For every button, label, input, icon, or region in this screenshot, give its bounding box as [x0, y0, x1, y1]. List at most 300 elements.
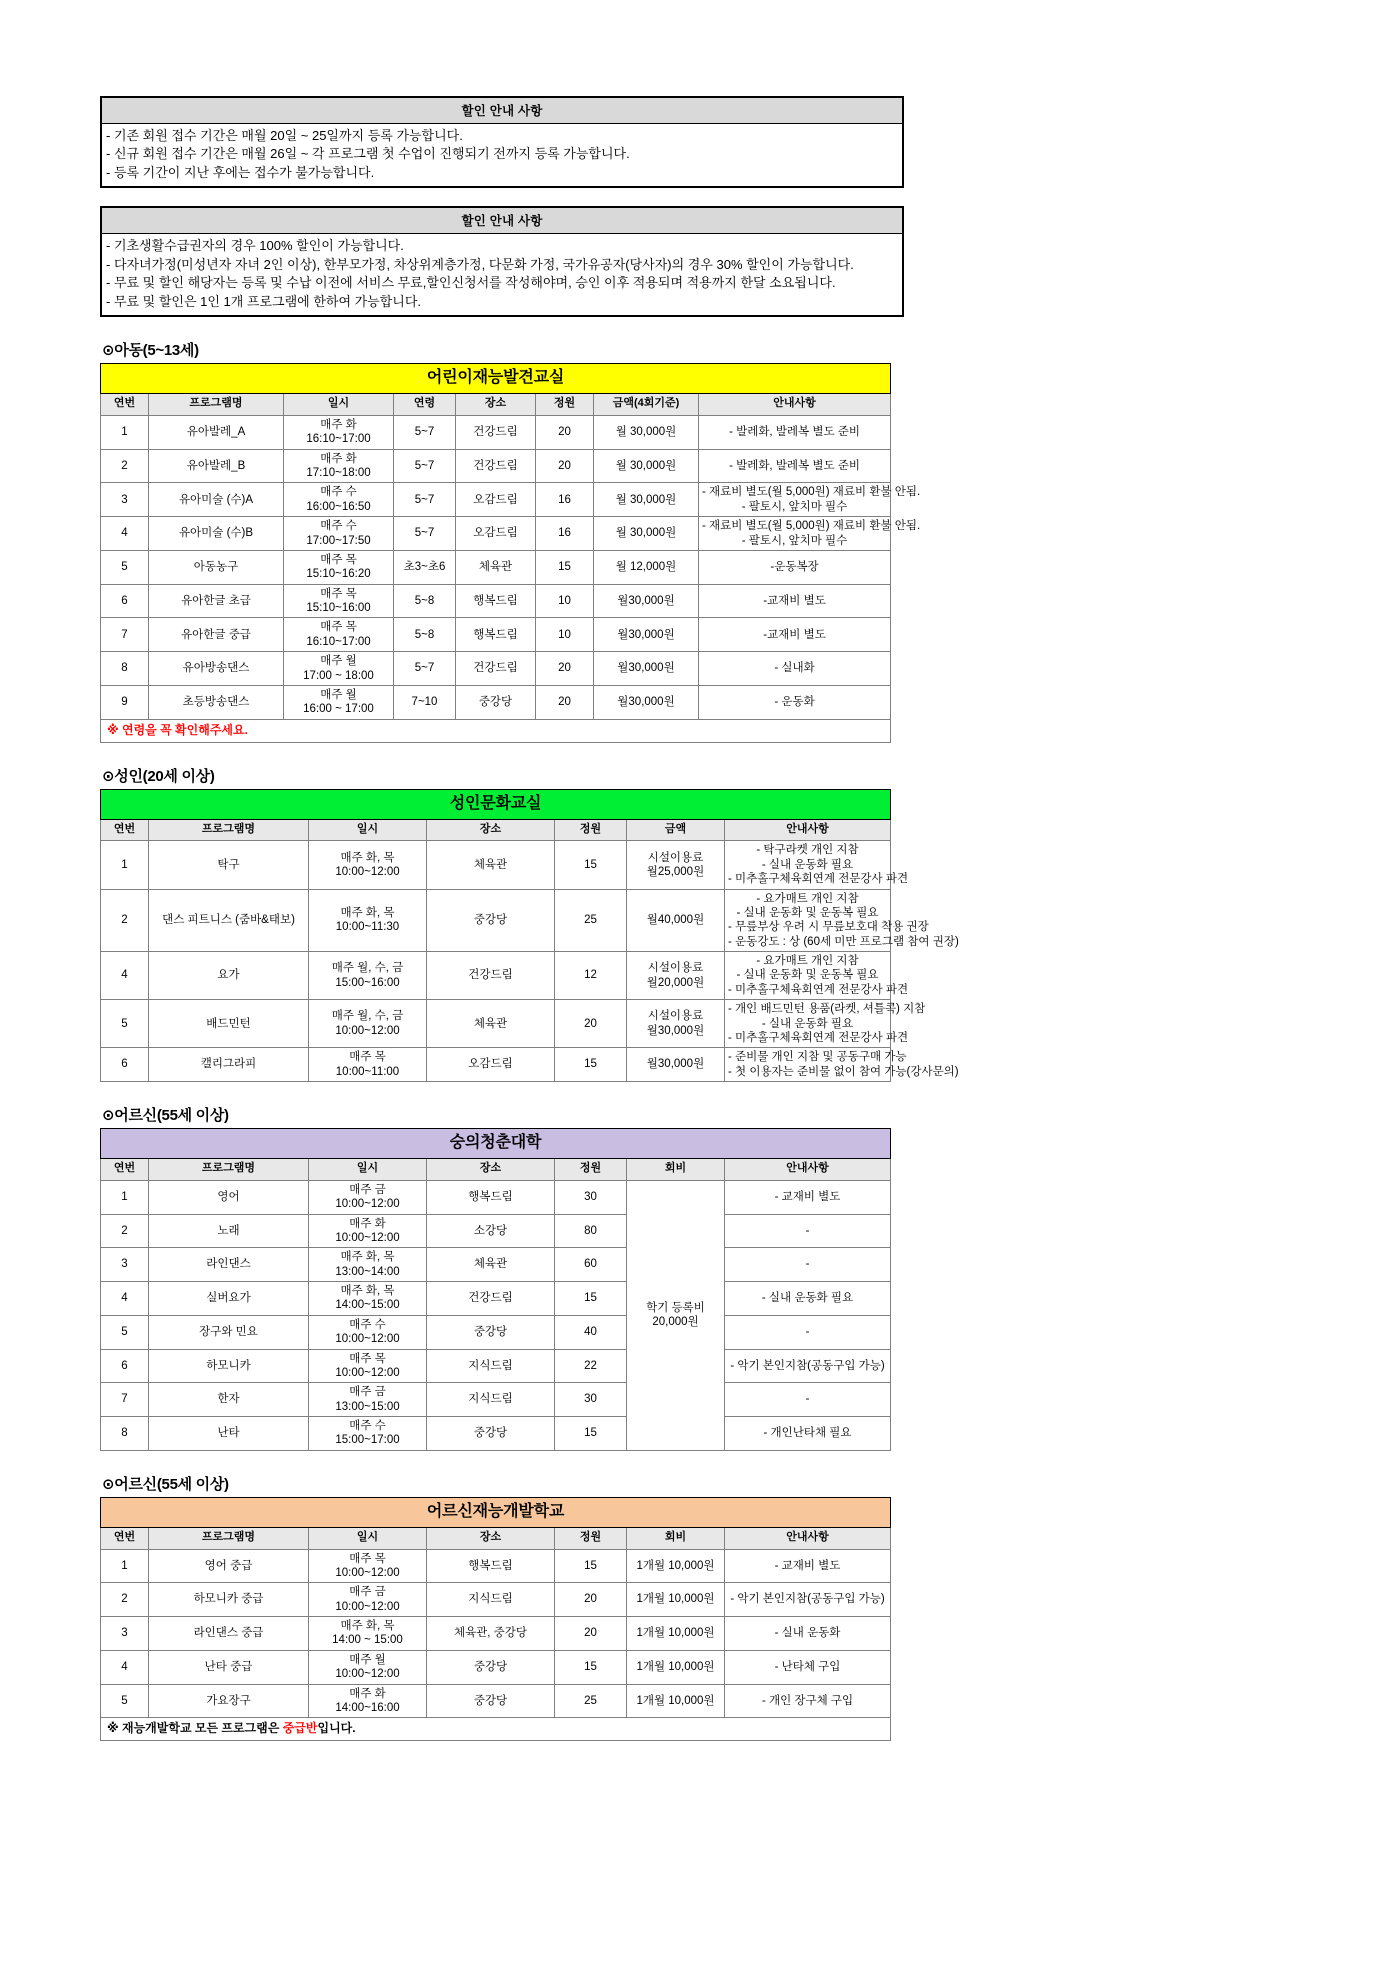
col-header-fee: 회비	[627, 1527, 725, 1549]
schedule-time: 10:00~12:00	[335, 1600, 400, 1613]
schedule-time: 10:00~12:00	[335, 1566, 400, 1579]
table-row	[101, 889, 891, 952]
cell-schedule	[284, 584, 394, 618]
cell-no: 4	[101, 517, 149, 551]
cell-notes	[725, 1315, 891, 1349]
schedule-time: 10:00~12:00	[335, 865, 400, 878]
cell-capacity: 10	[536, 584, 594, 618]
schedule-day: 매주 목	[349, 1552, 386, 1565]
note-line: - 난타체 구입	[774, 1660, 841, 1673]
col-header-schedule: 일시	[284, 394, 394, 416]
cell-fee: 1개월 10,000원	[627, 1549, 725, 1583]
schedule-day: 매주 화	[320, 452, 357, 465]
table-body-senior-college	[101, 1180, 891, 1450]
cell-notes	[725, 1383, 891, 1417]
col-header-no: 연번	[101, 1159, 149, 1181]
schedule-day: 매주 수	[349, 1420, 386, 1433]
notice-line: - 기존 회원 접수 기간은 매월 20일 ~ 25일까지 등록 가능합니다.	[106, 128, 463, 143]
cell-schedule	[284, 415, 394, 449]
cell-capacity: 20	[536, 652, 594, 686]
cell-notes	[725, 1214, 891, 1248]
cell-capacity: 22	[555, 1349, 627, 1383]
note-line: - 개인 배드민턴 용품(라켓, 셔틀콕) 지참	[728, 1003, 926, 1016]
cell-no: 5	[101, 550, 149, 584]
schedule-time: 14:00~15:00	[335, 1299, 400, 1312]
table-adult	[100, 789, 959, 1082]
fee-line: 월25,000원	[646, 865, 705, 878]
schedule-time: 13:00~15:00	[335, 1400, 400, 1413]
cell-schedule	[284, 550, 394, 584]
cell-age: 5~7	[394, 517, 456, 551]
notice-body	[102, 234, 902, 315]
cell-schedule	[309, 1549, 427, 1583]
col-header-place: 장소	[456, 394, 536, 416]
cell-capacity: 80	[555, 1214, 627, 1248]
cell-fee	[627, 889, 725, 952]
note-line: - 실내 운동화 필요	[761, 1017, 854, 1030]
cell-capacity: 25	[555, 1684, 627, 1718]
note-line: - 무릎부상 우려 시 무릎보호대 착용 권장	[728, 921, 929, 934]
cell-place: 건강드림	[427, 952, 555, 1000]
cell-place: 체육관	[456, 550, 536, 584]
note-line: - 첫 이용자는 준비물 없이 참여 가능(강사문의)	[728, 1065, 959, 1078]
cell-place: 행복드림	[456, 584, 536, 618]
cell-notes	[725, 1048, 959, 1082]
note-line: - 실내 운동화 및 운동복 필요	[736, 969, 879, 982]
table-header-row	[101, 819, 891, 841]
table-body-children	[101, 415, 921, 719]
cell-notes	[699, 483, 921, 517]
note-line: - 실내 운동화 및 운동복 필요	[736, 906, 879, 919]
cell-notes	[725, 1417, 891, 1451]
cell-program: 라인댄스	[149, 1248, 309, 1282]
fee-line: 월30,000원	[646, 1024, 705, 1037]
schedule-time: 17:00 ~ 18:00	[303, 669, 374, 682]
cell-place: 체육관	[427, 841, 555, 889]
note-line: - 팔토시, 앞치마 필수	[741, 500, 848, 513]
col-header-no: 연번	[101, 1527, 149, 1549]
cell-notes	[725, 1180, 891, 1214]
table-row	[101, 1549, 891, 1583]
cell-program: 캘리그라피	[149, 1048, 309, 1082]
note-line: - 악기 본인지참(공동구입 가능)	[730, 1593, 885, 1606]
schedule-time: 10:00~12:00	[335, 1198, 400, 1211]
cell-fee: 1개월 10,000원	[627, 1684, 725, 1718]
cell-schedule	[309, 1684, 427, 1718]
schedule-day: 매주 화, 목	[340, 851, 395, 864]
table-senior-college	[100, 1128, 891, 1451]
cell-capacity: 12	[555, 952, 627, 1000]
cell-program: 유아한글 중급	[149, 618, 284, 652]
col-header-capacity: 정원	[536, 394, 594, 416]
note-line: - 재료비 별도(월 5,000원) 재료비 환불 안됨.	[702, 520, 921, 533]
cell-schedule	[309, 1617, 427, 1651]
cell-schedule	[309, 1282, 427, 1316]
table-row	[101, 415, 891, 449]
footnote-pre: ※ 재능개발학교 모든 프로그램은	[107, 1721, 283, 1736]
cell-place: 오감드림	[427, 1048, 555, 1082]
cell-notes	[699, 584, 891, 618]
schedule-day: 매주 월	[320, 688, 357, 701]
cell-place: 중강당	[427, 889, 555, 952]
schedule-day: 매주 목	[349, 1051, 386, 1064]
cell-age: 5~8	[394, 618, 456, 652]
cell-program: 아동농구	[149, 550, 284, 584]
cell-program: 가요장구	[149, 1684, 309, 1718]
cell-notes	[699, 618, 891, 652]
table-senior-talent	[100, 1497, 891, 1742]
schedule-day: 매주 수	[320, 486, 357, 499]
cell-schedule	[284, 483, 394, 517]
cell-place: 행복드림	[456, 618, 536, 652]
cell-program: 초등방송댄스	[149, 685, 284, 719]
cell-notes	[725, 1349, 891, 1383]
table-row	[101, 1349, 891, 1383]
cell-program: 유아방송댄스	[149, 652, 284, 686]
table-body-adult	[101, 841, 959, 1082]
cell-notes	[725, 1549, 891, 1583]
cell-place: 중강당	[427, 1315, 555, 1349]
notice-line: - 무료 및 할인은 1인 1개 프로그램에 한하여 가능합니다.	[106, 293, 422, 309]
cell-notes	[725, 952, 909, 1000]
note-line: - 개인 장구체 구입	[761, 1694, 854, 1707]
cell-place: 중강당	[427, 1684, 555, 1718]
cell-place: 중강당	[427, 1650, 555, 1684]
schedule-day: 매주 화, 목	[340, 906, 395, 919]
col-header-capacity: 정원	[555, 819, 627, 841]
note-line: - 요가매트 개인 지참	[756, 892, 859, 905]
schedule-time: 14:00~16:00	[335, 1701, 400, 1714]
cell-schedule	[309, 1214, 427, 1248]
cell-capacity: 60	[555, 1248, 627, 1282]
cell-no: 5	[101, 1000, 149, 1048]
cell-capacity: 25	[555, 889, 627, 952]
cell-place: 지식드림	[427, 1349, 555, 1383]
cell-capacity: 15	[555, 841, 627, 889]
schedule-day: 매주 금	[349, 1586, 386, 1599]
cell-capacity: 40	[555, 1315, 627, 1349]
col-header-age: 연령	[394, 394, 456, 416]
cell-program: 유아한글 초급	[149, 584, 284, 618]
cell-no: 6	[101, 584, 149, 618]
cell-program: 난타	[149, 1417, 309, 1451]
cell-fee	[627, 841, 725, 889]
schedule-time: 15:10~16:20	[306, 568, 371, 581]
cell-notes	[725, 1650, 891, 1684]
cell-fee	[627, 1000, 725, 1048]
note-line: -운동복장	[770, 561, 819, 574]
notice-body	[102, 124, 902, 186]
cell-age: 5~7	[394, 449, 456, 483]
cell-place: 체육관, 중강당	[427, 1617, 555, 1651]
cell-capacity: 15	[555, 1282, 627, 1316]
notice-title: 할인 안내 사항	[102, 98, 902, 124]
cell-no: 2	[101, 449, 149, 483]
note-line: - 준비물 개인 지참 및 공동구매 가능	[728, 1051, 907, 1064]
cell-no: 1	[101, 1549, 149, 1583]
cell-program: 유아미술 (수)A	[149, 483, 284, 517]
cell-notes	[699, 652, 891, 686]
note-line: -	[805, 1393, 810, 1406]
note-line: - 미추홀구체육회연계 전문강사 파견	[728, 873, 909, 886]
schedule-time: 10:00~11:00	[335, 1065, 400, 1078]
table-row	[101, 1180, 891, 1214]
cell-program: 노래	[149, 1214, 309, 1248]
schedule-day: 매주 화, 목	[340, 1251, 395, 1264]
schedule-time: 16:00 ~ 17:00	[303, 703, 374, 716]
table-row	[101, 517, 891, 551]
table-row	[101, 1315, 891, 1349]
cell-capacity: 16	[536, 483, 594, 517]
cell-notes	[725, 1684, 891, 1718]
col-header-schedule: 일시	[309, 1527, 427, 1549]
cell-capacity: 16	[536, 517, 594, 551]
note-line: - 팔토시, 앞치마 필수	[741, 534, 848, 547]
table-row	[101, 1214, 891, 1248]
cell-notes	[725, 1583, 891, 1617]
cell-notes	[699, 517, 921, 551]
cell-no: 2	[101, 889, 149, 952]
cell-fee: 1개월 10,000원	[627, 1650, 725, 1684]
cell-fee: 월 30,000원	[594, 449, 699, 483]
note-line: - 실내 운동화	[774, 1627, 841, 1640]
cell-program: 장구와 민요	[149, 1315, 309, 1349]
table-banner: 어린이재능발견교실	[101, 364, 891, 394]
schedule-time: 10:00~12:00	[335, 1668, 400, 1681]
fee-line: 시설이용료	[647, 1010, 704, 1023]
cell-program: 유아발레_A	[149, 415, 284, 449]
cell-capacity: 10	[536, 618, 594, 652]
cell-notes	[699, 685, 891, 719]
cell-no: 6	[101, 1048, 149, 1082]
footnote-post: 입니다.	[317, 1721, 356, 1736]
cell-notes	[725, 841, 909, 889]
table-children	[100, 363, 921, 743]
cell-age: 5~8	[394, 584, 456, 618]
schedule-day: 매주 목	[320, 587, 357, 600]
schedule-time: 14:00 ~ 15:00	[332, 1634, 403, 1647]
schedule-time: 10:00~12:00	[335, 1231, 400, 1244]
note-line: - 미추홀구체육회연계 전문강사 파견	[728, 983, 909, 996]
notice-line: - 무료 및 할인 해당자는 등록 및 수납 이전에 서비스 무료,할인신청서를 작성해야며, 승인 이후 적용되며 적용까지 한달 소요됩니다.	[106, 275, 836, 291]
cell-fee	[627, 952, 725, 1000]
fee-line: 시설이용료	[647, 962, 704, 975]
footnote-level-note	[101, 1718, 891, 1741]
table-footnote-row	[101, 719, 891, 742]
notice-line: - 다자녀가정(미성년자 자녀 2인 이상), 한부모가정, 차상위계층가정, 다문화 가정, 국가유공자(당사자)의 경우 30% 할인이 가능합니다.	[106, 256, 854, 272]
cell-fee: 월 30,000원	[594, 483, 699, 517]
col-header-program: 프로그램명	[149, 1159, 309, 1181]
section-caption-senior-talent: ⊙어르신(55세 이상)	[102, 1475, 229, 1493]
table-row	[101, 652, 891, 686]
cell-schedule	[309, 1000, 427, 1048]
note-line: - 발레화, 발레복 별도 준비	[729, 459, 860, 472]
note-line: -	[805, 1224, 810, 1237]
note-line: - 재료비 별도(월 5,000원) 재료비 환불 안됨.	[702, 486, 921, 499]
cell-schedule	[309, 1349, 427, 1383]
cell-place: 지식드림	[427, 1383, 555, 1417]
schedule-day: 매주 화	[320, 418, 357, 431]
col-header-notes: 안내사항	[725, 1527, 891, 1549]
table-row	[101, 1000, 891, 1048]
cell-fee: 월30,000원	[594, 618, 699, 652]
cell-place: 지식드림	[427, 1583, 555, 1617]
table-banner-row	[101, 364, 891, 394]
cell-place: 오감드림	[456, 483, 536, 517]
cell-fee: 월30,000원	[594, 685, 699, 719]
notice-title: 할인 안내 사항	[102, 208, 902, 234]
cell-no: 3	[101, 483, 149, 517]
cell-no: 6	[101, 1349, 149, 1383]
schedule-time: 15:00~17:00	[335, 1434, 400, 1447]
cell-capacity: 15	[555, 1549, 627, 1583]
table-banner: 성인문화교실	[101, 789, 891, 819]
cell-program: 난타 중급	[149, 1650, 309, 1684]
cell-schedule	[309, 1180, 427, 1214]
cell-schedule	[309, 1248, 427, 1282]
schedule-day: 매주 목	[320, 621, 357, 634]
cell-capacity: 30	[555, 1383, 627, 1417]
schedule-time: 10:00~12:00	[335, 1333, 400, 1346]
table-row	[101, 1282, 891, 1316]
cell-notes	[725, 1000, 926, 1048]
cell-age: 초3~초6	[394, 550, 456, 584]
col-header-fee: 금액	[627, 819, 725, 841]
col-header-program: 프로그램명	[149, 1527, 309, 1549]
col-header-no: 연번	[101, 819, 149, 841]
notice-line: - 기초생활수급권자의 경우 100% 할인이 가능합니다.	[106, 238, 404, 254]
notice-line: - 신규 회원 접수 기간은 매월 26일 ~ 각 프로그램 첫 수업이 진행되기 전까지 등록 가능합니다.	[106, 146, 630, 162]
notice-box-discount	[100, 206, 904, 317]
section-caption-children: ⊙아동(5~13세)	[102, 342, 199, 360]
cell-fee	[627, 1048, 725, 1082]
table-row	[101, 1583, 891, 1617]
cell-schedule	[309, 1383, 427, 1417]
schedule-day: 매주 수	[349, 1318, 386, 1331]
schedule-time: 13:00~14:00	[335, 1265, 400, 1278]
cell-capacity: 15	[555, 1417, 627, 1451]
cell-no: 4	[101, 1282, 149, 1316]
table-banner: 어르신재능개발학교	[101, 1497, 891, 1527]
schedule-day: 매주 수	[320, 520, 357, 533]
cell-program: 라인댄스 중급	[149, 1617, 309, 1651]
notice-box-registration	[100, 96, 904, 188]
cell-place: 건강드림	[456, 449, 536, 483]
cell-notes	[725, 1248, 891, 1282]
table-row	[101, 1048, 891, 1082]
col-header-notes: 안내사항	[725, 1159, 891, 1181]
notice-line: - 등록 기간이 지난 후에는 접수가 불가능합니다.	[106, 164, 375, 180]
cell-schedule	[309, 1417, 427, 1451]
cell-schedule	[309, 1048, 427, 1082]
cell-capacity: 15	[555, 1048, 627, 1082]
note-line: -교재비 별도	[763, 628, 826, 641]
cell-program: 한자	[149, 1383, 309, 1417]
cell-notes	[699, 550, 891, 584]
schedule-day: 매주 월	[349, 1653, 386, 1666]
schedule-time: 10:00~11:30	[335, 921, 400, 934]
footnote-age-warning: ※ 연령을 꼭 확인해주세요.	[101, 719, 891, 742]
schedule-day: 매주 화, 목	[340, 1285, 395, 1298]
cell-place: 건강드림	[456, 415, 536, 449]
col-header-program: 프로그램명	[149, 819, 309, 841]
table-header-row	[101, 394, 891, 416]
note-line: - 교재비 별도	[774, 1559, 841, 1572]
cell-no: 4	[101, 952, 149, 1000]
cell-place: 소강당	[427, 1214, 555, 1248]
note-line: - 탁구라켓 개인 지참	[756, 844, 859, 857]
cell-place: 행복드림	[427, 1549, 555, 1583]
cell-schedule	[284, 685, 394, 719]
cell-fee: 월 30,000원	[594, 517, 699, 551]
table-banner-row	[101, 789, 891, 819]
fee-line: 월30,000원	[646, 1058, 705, 1071]
cell-program: 영어	[149, 1180, 309, 1214]
cell-no: 1	[101, 415, 149, 449]
cell-place: 체육관	[427, 1248, 555, 1282]
cell-program: 유아발레_B	[149, 449, 284, 483]
section-caption-adult: ⊙성인(20세 이상)	[102, 767, 215, 785]
table-row	[101, 685, 891, 719]
table-row	[101, 1617, 891, 1651]
cell-fee-merged	[627, 1180, 725, 1450]
cell-place: 건강드림	[427, 1282, 555, 1316]
col-header-place: 장소	[427, 1527, 555, 1549]
fee-line: 시설이용료	[647, 851, 704, 864]
cell-program: 요가	[149, 952, 309, 1000]
schedule-time: 16:10~17:00	[306, 635, 371, 648]
cell-program: 실버요가	[149, 1282, 309, 1316]
cell-no: 7	[101, 618, 149, 652]
cell-notes	[725, 1282, 891, 1316]
cell-no: 1	[101, 1180, 149, 1214]
cell-schedule	[309, 841, 427, 889]
note-line: - 실내 운동화 필요	[761, 858, 854, 871]
cell-capacity: 15	[555, 1650, 627, 1684]
cell-schedule	[284, 652, 394, 686]
cell-fee: 월30,000원	[594, 584, 699, 618]
cell-place: 중강당	[427, 1417, 555, 1451]
schedule-day: 매주 월, 수, 금	[331, 1010, 404, 1023]
cell-program: 댄스 피트니스 (줌바&태보)	[149, 889, 309, 952]
fee-line: 20,000원	[652, 1316, 699, 1329]
col-header-notes: 안내사항	[725, 819, 891, 841]
cell-notes	[725, 889, 959, 952]
note-line: - 발레화, 발레복 별도 준비	[729, 426, 860, 439]
cell-no: 3	[101, 1617, 149, 1651]
cell-age: 5~7	[394, 415, 456, 449]
table-row	[101, 952, 891, 1000]
cell-program: 하모니카	[149, 1349, 309, 1383]
cell-no: 7	[101, 1383, 149, 1417]
table-row	[101, 584, 891, 618]
col-header-fee: 금액(4회기준)	[594, 394, 699, 416]
cell-schedule	[309, 952, 427, 1000]
cell-capacity: 30	[555, 1180, 627, 1214]
note-line: - 실내 운동화 필요	[761, 1292, 854, 1305]
cell-program: 배드민턴	[149, 1000, 309, 1048]
cell-schedule	[309, 1650, 427, 1684]
cell-capacity: 20	[536, 685, 594, 719]
note-line: - 개인난타채 필요	[763, 1427, 852, 1440]
col-header-capacity: 정원	[555, 1159, 627, 1181]
col-header-schedule: 일시	[309, 1159, 427, 1181]
note-line: - 운동화	[774, 696, 815, 709]
cell-fee: 월30,000원	[594, 652, 699, 686]
section-caption-senior-college: ⊙어르신(55세 이상)	[102, 1107, 229, 1125]
col-header-fee: 회비	[627, 1159, 725, 1181]
cell-fee: 1개월 10,000원	[627, 1583, 725, 1617]
